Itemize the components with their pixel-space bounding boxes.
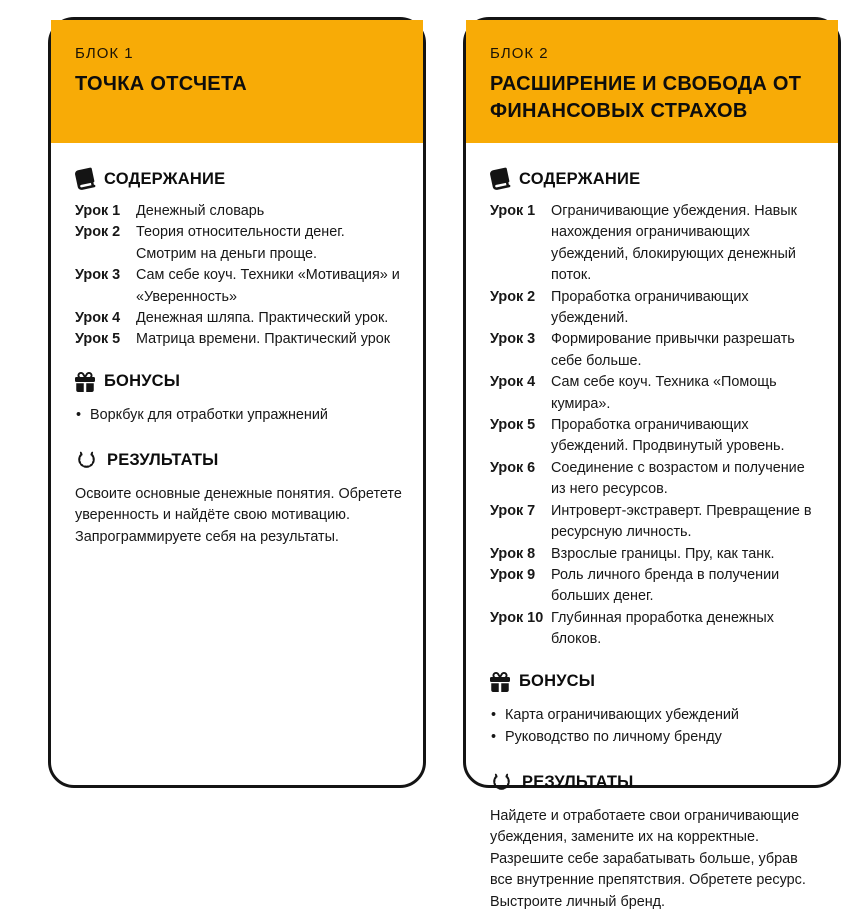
bonuses-heading-label: БОНУСЫ — [104, 372, 181, 391]
lesson-row — [490, 544, 820, 565]
results-text: Найдете и отработаете свои ограничивающие убеждения, замените их на корректные. Разрешите себе зарабатывать больше, убрав все внутренние препятствия. Обретете ресурс. Выстроите личный бренд. — [490, 807, 806, 910]
gift-icon — [75, 372, 95, 392]
lesson-row — [490, 565, 820, 608]
contents-heading — [490, 169, 820, 189]
bonuses-heading-label: БОНУСЫ — [519, 672, 596, 691]
lesson-text: Денежная шляпа. Практический урок. — [136, 310, 389, 327]
lesson-row — [75, 265, 405, 308]
lesson-text: Соединение с возрастом и получение из него ресурсов. — [551, 459, 805, 498]
lesson-text: Интроверт-экстраверт. Превращение в ресурсную личность. — [551, 502, 812, 541]
block-card-2 — [463, 17, 841, 910]
lesson-text: Проработка ограничивающих убеждений. Продвинутый уровень. — [551, 417, 785, 455]
lesson-label: Урок 7 — [490, 502, 536, 519]
lesson-label: Урок 3 — [490, 331, 536, 348]
results-section — [490, 771, 820, 913]
contents-heading-label: СОДЕРЖАНИЕ — [104, 169, 226, 188]
block-1-header — [51, 20, 423, 143]
lesson-list — [490, 201, 820, 651]
bonus-item: • Карта ограничивающих убеждений — [490, 704, 820, 726]
bonus-list — [75, 404, 405, 426]
contents-heading — [75, 169, 405, 189]
results-section — [75, 449, 405, 549]
lesson-text: Ограничивающие убеждения. Навык нахождения ограничивающих убеждений, блокирующих денежный поток. — [551, 203, 797, 284]
lesson-row — [75, 201, 405, 222]
lesson-text: Теория относительности денег. Смотрим на деньги проще. — [136, 224, 345, 262]
contents-section — [75, 169, 405, 351]
block-card-1 — [48, 17, 426, 788]
lesson-text: Взрослые границы. Пру, как танк. — [551, 545, 775, 562]
bonuses-section — [490, 672, 820, 748]
bonuses-heading — [490, 672, 820, 692]
gift-icon — [490, 672, 510, 692]
lesson-label: Урок 1 — [75, 203, 121, 219]
bonus-item: • Руководство по личному бренду — [490, 726, 820, 748]
lesson-label: Урок 3 — [75, 267, 121, 284]
results-text: Освоите основные денежные понятия. Обретете уверенность и найдёте свою мотивацию. Запрограммируете себя на результаты. — [75, 485, 402, 545]
bonus-list — [490, 704, 820, 748]
lesson-row — [490, 415, 820, 458]
results-heading — [490, 771, 820, 794]
lesson-row — [75, 222, 405, 265]
lesson-row — [490, 608, 820, 651]
lesson-label: Урок 1 — [490, 203, 536, 219]
lesson-text: Сам себе коуч. Техника «Помощь кумира». — [551, 374, 777, 412]
lesson-row — [490, 201, 820, 287]
results-heading-label: РЕЗУЛЬТАТЫ — [107, 450, 219, 469]
lesson-text: Глубинная проработка денежных блоков. — [551, 609, 774, 648]
lesson-label: Урок 4 — [490, 374, 536, 391]
lesson-label: Урок 9 — [490, 566, 536, 583]
laurel-wreath-icon — [75, 449, 98, 472]
block-tag: БЛОК 2 — [490, 45, 549, 62]
lesson-row — [75, 308, 405, 329]
block-title: РАСШИРЕНИЕ И СВОБОДА ОТ ФИНАНСОВЫХ СТРАХОВ — [490, 73, 802, 122]
lesson-label: Урок 2 — [75, 224, 121, 241]
lesson-label: Урок 6 — [490, 459, 536, 476]
laurel-wreath-icon — [490, 771, 513, 794]
lesson-list — [75, 201, 405, 351]
lesson-text: Роль личного бренда в получении больших денег. — [551, 566, 780, 605]
lesson-row — [75, 329, 405, 350]
block-tag: БЛОК 1 — [75, 45, 134, 62]
contents-section — [490, 169, 820, 651]
bonuses-heading — [75, 372, 405, 392]
lesson-text: Матрица времени. Практический урок — [136, 331, 391, 348]
lesson-label: Урок 5 — [75, 331, 121, 348]
book-icon — [488, 167, 512, 191]
lesson-text: Проработка ограничивающих убеждений. — [551, 288, 749, 327]
lesson-label: Урок 2 — [490, 288, 536, 305]
lesson-row — [490, 458, 820, 501]
contents-heading-label: СОДЕРЖАНИЕ — [519, 169, 641, 188]
results-heading — [75, 449, 405, 472]
lesson-row — [490, 372, 820, 415]
block-title: ТОЧКА ОТСЧЕТА — [75, 73, 247, 95]
lesson-row — [490, 501, 820, 544]
block-1-body — [51, 143, 423, 548]
lesson-label: Урок 10 — [490, 609, 544, 626]
lesson-label: Урок 5 — [490, 417, 536, 434]
lesson-text: Сам себе коуч. Техники «Мотивация» и «Уверенность» — [136, 267, 400, 305]
lesson-text: Формирование привычки разрешать себе больше. — [551, 331, 795, 369]
bonus-item: • Воркбук для отработки упражнений — [75, 404, 405, 426]
lesson-row — [490, 287, 820, 330]
lesson-label: Урок 4 — [75, 310, 121, 327]
book-icon — [73, 167, 97, 191]
lesson-row — [490, 329, 820, 372]
block-2-header — [466, 20, 838, 143]
bonuses-section — [75, 372, 405, 426]
lesson-text: Денежный словарь — [136, 203, 265, 219]
results-heading-label: РЕЗУЛЬТАТЫ — [522, 772, 634, 791]
block-2-body — [466, 143, 838, 913]
lesson-label: Урок 8 — [490, 545, 536, 562]
